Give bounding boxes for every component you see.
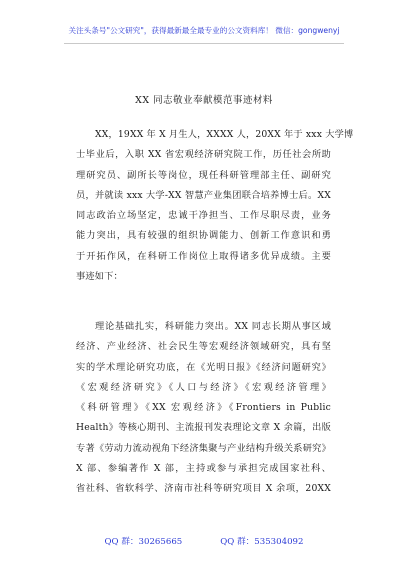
footer-qq-group-1: QQ 群：30265665 bbox=[104, 537, 183, 547]
paragraph-line: 《宏观经济研究》《人口与经济》《宏观经济管理》 bbox=[76, 381, 331, 393]
paragraph-profile bbox=[76, 125, 354, 287]
footer-contact bbox=[0, 535, 408, 547]
paragraph-line: 同志政治立场坚定，忠诚干净担当、工作尽职尽责，业务 bbox=[76, 210, 331, 222]
paragraph-line: 于开拓作风，在科研工作岗位上取得诸多优异成绩。主要 bbox=[76, 250, 331, 262]
paragraph-line: 实的学术理论研究功底，在《光明日报》《经济问题研究》 bbox=[76, 361, 331, 373]
paragraph-line: 事迹如下： bbox=[76, 271, 123, 283]
paragraph-line: XX，19XX 年 X 月生人，XXXX 人，20XX 年于 xxx 大学博 bbox=[95, 129, 354, 140]
paragraph-line: 理研究员、副所长等岗位，现任科研管理部主任、副研究 bbox=[76, 169, 331, 181]
header-banner: 关注头条号"公文研究"，获得最新最全最专业的公文资料库！ 微信：gongwenyj bbox=[68, 26, 340, 35]
document-title: XX 同志敬业奉献模范事迹材料 bbox=[135, 95, 273, 106]
paragraph-line: 理论基础扎实，科研能力突出。XX 同志长期从事区域 bbox=[95, 321, 331, 332]
paragraph-line: 员，并就读 xxx 大学-XX 智慧产业集团联合培养博士后。XX bbox=[76, 189, 331, 201]
paragraph-line: 省社科、省软科学、济南市社科等研究项目 X 余项，20XX bbox=[76, 483, 331, 495]
paragraph-line: X 部、参编著作 X 部，主持或参与承担完成国家社科、 bbox=[76, 463, 331, 475]
paragraph-line: 能力突出，具有较强的组织协调能力、创新工作意识和勇 bbox=[76, 230, 331, 242]
paragraph-line: Health》等核心期刊、主流报刊发表理论文章 X 余篇，出版 bbox=[76, 422, 331, 434]
footer-qq-group-2: QQ 群：535304092 bbox=[220, 537, 304, 547]
paragraph-line: 经济、产业经济、社会民生等宏观经济领域研究，具有坚 bbox=[76, 341, 331, 353]
header-divider bbox=[64, 43, 344, 44]
paragraph-line: 专著《劳动力流动视角下经济集聚与产业结构升级关系研究》 bbox=[76, 442, 331, 454]
paragraph-research bbox=[76, 317, 331, 500]
paragraph-line: 士毕业后，入职 XX 省宏观经济研究院工作，历任社会所助 bbox=[76, 149, 331, 161]
paragraph-line: 《科研管理》《XX 宏观经济》《Frontiers in Public bbox=[76, 402, 331, 414]
